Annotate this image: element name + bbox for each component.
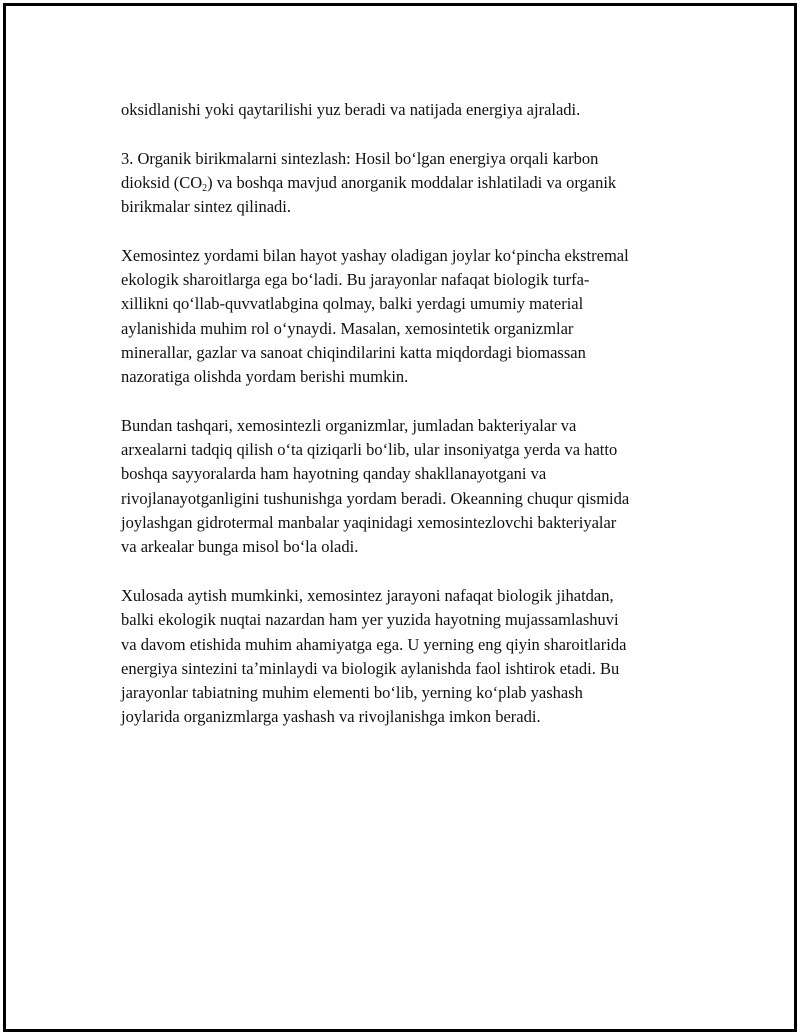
text-line: va arkealar bunga misol boʻla oladi. xyxy=(121,537,359,557)
text-line: joylarida organizmlarga yashash va rivojlanishga imkon beradi. xyxy=(121,707,541,727)
subscript: 2 xyxy=(202,182,208,194)
text-line: birikmalar sintez qilinadi. xyxy=(121,197,291,217)
text-line: rivojlanayotganligini tushunishga yordam beradi. Okeanning chuqur qismida xyxy=(121,488,630,508)
text-line: jarayonlar tabiatning muhim elementi boʻlib, yerning koʻplab yashash xyxy=(121,683,583,703)
text-line: Xemosintez yordami bilan hayot yashay oladigan joylar koʻpincha ekstremal xyxy=(121,245,629,265)
text-line: boshqa sayyoralarda ham hayotning qanday shakllanayotgani va xyxy=(121,464,547,484)
text-line: nazoratiga olishda yordam berishi mumkin. xyxy=(121,367,409,387)
text-line: aylanishida muhim rol oʻynaydi. Masalan, xemosintetik organizmlar xyxy=(121,318,574,338)
text-line: va davom etishida muhim ahamiyatga ega. U yerning eng qiyin sharoitlarida xyxy=(121,634,627,654)
text-line: minerallar, gazlar va sanoat chiqindilarini katta miqdordagi biomassan xyxy=(121,342,586,362)
paragraph-2 xyxy=(121,147,706,220)
text-line xyxy=(121,171,706,195)
document-body xyxy=(121,98,706,754)
text-line: Bundan tashqari, xemosintezli organizmlar, jumladan bakteriyalar va xyxy=(121,415,577,435)
paragraph-5 xyxy=(121,584,706,730)
text-line: Xulosada aytish mumkinki, xemosintez jarayoni nafaqat biologik jihatdan, xyxy=(121,585,614,605)
text-line: joylashgan gidrotermal manbalar yaqinidagi xemosintezlovchi bakteriyalar xyxy=(121,513,617,533)
text-line: balki ekologik nuqtai nazardan ham yer yuzida hayotning mujassamlashuvi xyxy=(121,610,619,630)
text-fragment: ) va boshqa mavjud anorganik moddalar ishlatiladi va organik xyxy=(207,172,617,192)
text-line: ekologik sharoitlarga ega boʻladi. Bu jarayonlar nafaqat biologik turfa- xyxy=(121,270,590,290)
paragraph-1 xyxy=(121,98,706,122)
text-line: xillikni qoʻllab-quvvatlabgina qolmay, balki yerdagi umumiy material xyxy=(121,294,584,314)
document-page xyxy=(3,3,797,1032)
paragraph-4 xyxy=(121,414,706,560)
text-line: 3. Organik birikmalarni sintezlash: Hosil boʻlgan energiya orqali karbon xyxy=(121,148,599,168)
text-line: energiya sintezini taʼminlaydi va biologik aylanishda faol ishtirok etadi. Bu xyxy=(121,658,620,678)
paragraph-3 xyxy=(121,244,706,390)
text-line: oksidlanishi yoki qaytarilishi yuz beradi va natijada energiya ajraladi. xyxy=(121,100,581,119)
text-line: arxealarni tadqiq qilish oʻta qiziqarli boʻlib, ular insoniyatga yerda va hatto xyxy=(121,440,618,460)
text-fragment: dioksid (CO xyxy=(121,172,203,192)
